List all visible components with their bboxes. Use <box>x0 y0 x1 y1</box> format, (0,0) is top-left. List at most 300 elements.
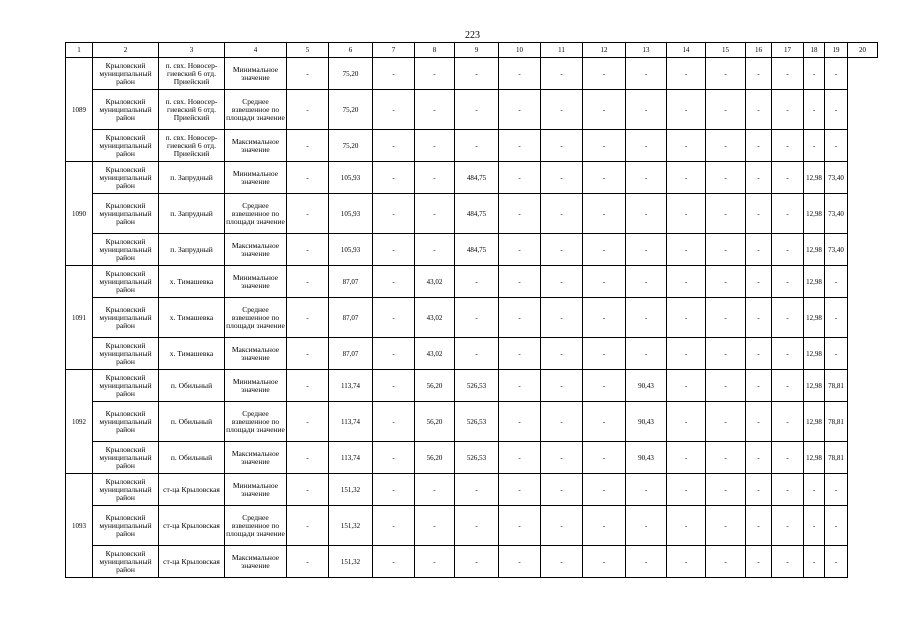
value-cell: - <box>541 402 583 442</box>
value-cell: - <box>626 58 667 90</box>
column-header: 13 <box>626 43 667 58</box>
value-cell: - <box>667 370 706 402</box>
value-cell: - <box>706 474 746 506</box>
district-cell: Крыловский муниципальный район <box>93 474 159 506</box>
district-cell: Крыловский муниципальный район <box>93 234 159 266</box>
value-cell: - <box>772 194 804 234</box>
value-cell: - <box>626 474 667 506</box>
value-cell: - <box>825 474 848 506</box>
value-cell: - <box>706 194 746 234</box>
value-cell: - <box>287 234 329 266</box>
value-type-cell: Среднее взвешенное по площади значение <box>225 402 287 442</box>
value-cell: - <box>626 234 667 266</box>
table-row <box>66 266 878 298</box>
value-cell: - <box>746 474 772 506</box>
column-header: 16 <box>746 43 772 58</box>
value-cell: - <box>706 370 746 402</box>
value-cell: - <box>415 234 455 266</box>
settlement-cell: п. Запрудный <box>159 194 225 234</box>
value-cell: - <box>706 90 746 130</box>
value-cell: - <box>455 506 499 546</box>
district-cell: Крыловский муниципальный район <box>93 194 159 234</box>
settlement-cell: ст-ца Крыловская <box>159 474 225 506</box>
table-row <box>66 298 878 338</box>
value-cell: - <box>541 130 583 162</box>
value-cell: - <box>626 162 667 194</box>
value-cell: - <box>626 506 667 546</box>
column-header: 2 <box>93 43 159 58</box>
value-cell: - <box>667 506 706 546</box>
value-cell: - <box>287 130 329 162</box>
column-header: 20 <box>848 43 878 58</box>
value-cell: 151,32 <box>329 506 373 546</box>
value-cell: - <box>499 130 541 162</box>
value-cell: 75,20 <box>329 58 373 90</box>
value-cell: - <box>746 234 772 266</box>
value-cell: 12,98 <box>804 442 825 474</box>
value-cell: - <box>706 546 746 578</box>
value-cell: - <box>541 546 583 578</box>
table-row <box>66 506 878 546</box>
district-cell: Крыловский муниципальный район <box>93 338 159 370</box>
value-cell: - <box>626 266 667 298</box>
value-cell: - <box>499 90 541 130</box>
value-cell: - <box>772 162 804 194</box>
table-row <box>66 162 878 194</box>
settlement-cell: х. Тимашевка <box>159 338 225 370</box>
value-cell: - <box>541 194 583 234</box>
value-cell: - <box>667 298 706 338</box>
value-cell: 526,53 <box>455 402 499 442</box>
value-cell: - <box>373 58 415 90</box>
value-cell: - <box>626 298 667 338</box>
value-cell: - <box>287 338 329 370</box>
value-cell: 113,74 <box>329 442 373 474</box>
page-number: 223 <box>465 30 480 41</box>
table-row <box>66 370 878 402</box>
value-cell: 56,20 <box>415 370 455 402</box>
value-cell: - <box>667 338 706 370</box>
district-cell: Крыловский муниципальный район <box>93 298 159 338</box>
row-number: 1092 <box>66 370 93 474</box>
value-cell: 113,74 <box>329 402 373 442</box>
value-cell: - <box>825 130 848 162</box>
column-header: 17 <box>772 43 804 58</box>
column-header: 1 <box>66 43 93 58</box>
value-cell: - <box>583 234 626 266</box>
table-row <box>66 546 878 578</box>
table-row <box>66 58 878 90</box>
value-cell: - <box>499 506 541 546</box>
value-cell: - <box>706 234 746 266</box>
value-cell: 12,98 <box>804 338 825 370</box>
value-cell: - <box>373 298 415 338</box>
value-cell: - <box>541 266 583 298</box>
value-cell: 75,20 <box>329 90 373 130</box>
value-cell: 105,93 <box>329 162 373 194</box>
value-cell: - <box>583 402 626 442</box>
value-cell: - <box>825 90 848 130</box>
value-cell: - <box>746 546 772 578</box>
value-type-cell: Максимальное значение <box>225 442 287 474</box>
value-cell: - <box>373 442 415 474</box>
value-cell: - <box>373 402 415 442</box>
value-cell: - <box>804 130 825 162</box>
value-cell: - <box>626 194 667 234</box>
value-cell: - <box>373 338 415 370</box>
settlement-cell: ст-ца Крыловская <box>159 506 225 546</box>
row-number: 1090 <box>66 162 93 266</box>
value-cell: - <box>373 234 415 266</box>
value-cell: - <box>499 266 541 298</box>
settlement-cell: ст-ца Крыловская <box>159 546 225 578</box>
value-type-cell: Максимальное значение <box>225 338 287 370</box>
value-cell: - <box>287 546 329 578</box>
value-cell: 12,98 <box>804 266 825 298</box>
value-cell: 73,40 <box>825 162 848 194</box>
value-cell: - <box>541 370 583 402</box>
value-cell: - <box>772 546 804 578</box>
settlement-cell: п. Запрудный <box>159 234 225 266</box>
value-cell: - <box>287 442 329 474</box>
value-cell: - <box>772 338 804 370</box>
value-cell: - <box>804 474 825 506</box>
row-number: 1093 <box>66 474 93 578</box>
value-cell: - <box>772 442 804 474</box>
value-cell: 73,40 <box>825 234 848 266</box>
value-cell: 87,07 <box>329 338 373 370</box>
value-cell: - <box>706 130 746 162</box>
table-row <box>66 402 878 442</box>
value-cell: - <box>373 266 415 298</box>
value-cell: - <box>455 266 499 298</box>
column-header: 6 <box>329 43 373 58</box>
value-cell: - <box>455 130 499 162</box>
value-cell: 56,20 <box>415 442 455 474</box>
value-cell: - <box>583 546 626 578</box>
value-cell: - <box>825 506 848 546</box>
value-cell: 12,98 <box>804 370 825 402</box>
value-cell: - <box>804 546 825 578</box>
value-cell: - <box>667 58 706 90</box>
value-cell: - <box>287 506 329 546</box>
value-cell: - <box>772 402 804 442</box>
value-cell: 526,53 <box>455 370 499 402</box>
value-cell: 151,32 <box>329 474 373 506</box>
value-cell: 12,98 <box>804 298 825 338</box>
value-cell: - <box>541 90 583 130</box>
value-cell: - <box>541 234 583 266</box>
settlement-cell: х. Тимашевка <box>159 298 225 338</box>
value-cell: 43,02 <box>415 338 455 370</box>
column-header: 19 <box>825 43 848 58</box>
settlement-cell: п. Обильный <box>159 442 225 474</box>
value-cell: - <box>455 474 499 506</box>
value-cell: - <box>541 506 583 546</box>
value-cell: 12,98 <box>804 162 825 194</box>
value-cell: - <box>706 298 746 338</box>
value-cell: 90,43 <box>626 402 667 442</box>
value-cell: - <box>772 234 804 266</box>
column-header: 10 <box>499 43 541 58</box>
value-cell: - <box>706 162 746 194</box>
value-cell: - <box>541 58 583 90</box>
value-cell: - <box>667 90 706 130</box>
value-cell: - <box>667 234 706 266</box>
value-cell: - <box>772 298 804 338</box>
value-cell: - <box>746 266 772 298</box>
value-cell: - <box>583 370 626 402</box>
value-type-cell: Минимальное значение <box>225 266 287 298</box>
district-cell: Крыловский муниципальный район <box>93 506 159 546</box>
district-cell: Крыловский муниципальный район <box>93 58 159 90</box>
value-cell: 484,75 <box>455 194 499 234</box>
value-cell: - <box>287 162 329 194</box>
value-cell: - <box>772 474 804 506</box>
value-cell: 12,98 <box>804 194 825 234</box>
value-cell: - <box>667 546 706 578</box>
column-header: 15 <box>706 43 746 58</box>
settlement-cell: п. свх. Новосер-гиевский 6 отд. Приейский <box>159 58 225 90</box>
value-type-cell: Среднее взвешенное по площади значение <box>225 506 287 546</box>
value-type-cell: Максимальное значение <box>225 234 287 266</box>
district-cell: Крыловский муниципальный район <box>93 266 159 298</box>
value-cell: - <box>415 546 455 578</box>
value-cell: 113,74 <box>329 370 373 402</box>
value-cell: - <box>499 162 541 194</box>
value-cell: - <box>287 298 329 338</box>
settlement-cell: п. Запрудный <box>159 162 225 194</box>
table-row <box>66 442 878 474</box>
value-cell: - <box>583 90 626 130</box>
value-cell: - <box>583 266 626 298</box>
value-cell: 12,98 <box>804 402 825 442</box>
value-cell: - <box>415 130 455 162</box>
value-cell: 78,81 <box>825 402 848 442</box>
value-cell: - <box>455 58 499 90</box>
value-cell: - <box>772 58 804 90</box>
value-cell: - <box>667 130 706 162</box>
column-header: 5 <box>287 43 329 58</box>
value-type-cell: Среднее взвешенное по площади значение <box>225 90 287 130</box>
column-header: 18 <box>804 43 825 58</box>
value-cell: - <box>626 130 667 162</box>
value-cell: - <box>541 474 583 506</box>
value-cell: - <box>583 442 626 474</box>
value-cell: - <box>772 130 804 162</box>
value-cell: - <box>499 442 541 474</box>
district-cell: Крыловский муниципальный район <box>93 90 159 130</box>
header-row <box>66 43 878 58</box>
value-cell: 78,81 <box>825 442 848 474</box>
value-cell: - <box>583 130 626 162</box>
column-header: 3 <box>159 43 225 58</box>
value-cell: - <box>373 194 415 234</box>
district-cell: Крыловский муниципальный район <box>93 402 159 442</box>
value-cell: - <box>746 298 772 338</box>
value-cell: - <box>667 442 706 474</box>
value-cell: - <box>499 194 541 234</box>
value-cell: - <box>667 162 706 194</box>
value-cell: - <box>706 402 746 442</box>
value-cell: - <box>667 194 706 234</box>
value-cell: 105,93 <box>329 194 373 234</box>
column-header: 8 <box>415 43 455 58</box>
value-cell: - <box>706 58 746 90</box>
table-row <box>66 338 878 370</box>
district-cell: Крыловский муниципальный район <box>93 546 159 578</box>
value-cell: 78,81 <box>825 370 848 402</box>
value-cell: 56,20 <box>415 402 455 442</box>
value-cell: 90,43 <box>626 370 667 402</box>
column-header: 11 <box>541 43 583 58</box>
value-cell: - <box>746 58 772 90</box>
district-cell: Крыловский муниципальный район <box>93 130 159 162</box>
value-cell: 484,75 <box>455 234 499 266</box>
value-cell: - <box>825 58 848 90</box>
value-cell: - <box>499 338 541 370</box>
value-cell: - <box>287 194 329 234</box>
table-row <box>66 130 878 162</box>
value-cell: - <box>415 90 455 130</box>
value-cell: - <box>373 130 415 162</box>
value-type-cell: Максимальное значение <box>225 546 287 578</box>
value-cell: 484,75 <box>455 162 499 194</box>
value-cell: 151,32 <box>329 546 373 578</box>
value-cell: - <box>415 162 455 194</box>
value-cell: - <box>287 90 329 130</box>
data-table <box>65 42 878 578</box>
value-cell: - <box>772 266 804 298</box>
settlement-cell: п. Обильный <box>159 402 225 442</box>
value-cell: - <box>373 474 415 506</box>
value-cell: 75,20 <box>329 130 373 162</box>
value-cell: - <box>706 506 746 546</box>
column-header: 12 <box>583 43 626 58</box>
value-cell: 12,98 <box>804 234 825 266</box>
value-cell: - <box>583 474 626 506</box>
value-cell: - <box>287 58 329 90</box>
settlement-cell: п. свх. Новосер-гиевский 6 отд. Приейский <box>159 90 225 130</box>
value-cell: - <box>287 370 329 402</box>
value-cell: - <box>825 338 848 370</box>
value-cell: 87,07 <box>329 298 373 338</box>
value-cell: - <box>287 402 329 442</box>
table-row <box>66 474 878 506</box>
value-cell: - <box>499 58 541 90</box>
value-cell: - <box>541 162 583 194</box>
value-cell: - <box>415 58 455 90</box>
value-type-cell: Максимальное значение <box>225 130 287 162</box>
value-cell: - <box>825 266 848 298</box>
settlement-cell: х. Тимашевка <box>159 266 225 298</box>
value-cell: - <box>583 506 626 546</box>
value-cell: - <box>373 90 415 130</box>
value-cell: - <box>804 58 825 90</box>
value-cell: - <box>667 266 706 298</box>
value-cell: - <box>455 90 499 130</box>
value-cell: - <box>746 130 772 162</box>
value-cell: 73,40 <box>825 194 848 234</box>
district-cell: Крыловский муниципальный район <box>93 442 159 474</box>
value-cell: - <box>746 194 772 234</box>
value-cell: - <box>499 298 541 338</box>
value-cell: 526,53 <box>455 442 499 474</box>
value-cell: 105,93 <box>329 234 373 266</box>
value-cell: - <box>415 194 455 234</box>
district-cell: Крыловский муниципальный район <box>93 370 159 402</box>
value-cell: - <box>499 402 541 442</box>
value-cell: - <box>583 162 626 194</box>
value-cell: - <box>455 298 499 338</box>
value-type-cell: Минимальное значение <box>225 370 287 402</box>
value-cell: - <box>373 506 415 546</box>
value-cell: - <box>825 298 848 338</box>
value-cell: - <box>667 474 706 506</box>
value-cell: - <box>583 338 626 370</box>
value-cell: - <box>455 546 499 578</box>
settlement-cell: п. свх. Новосер-гиевский 6 отд. Приейский <box>159 130 225 162</box>
value-cell: 90,43 <box>626 442 667 474</box>
row-number: 1091 <box>66 266 93 370</box>
table-row <box>66 194 878 234</box>
value-type-cell: Минимальное значение <box>225 474 287 506</box>
value-cell: - <box>373 162 415 194</box>
column-header: 7 <box>373 43 415 58</box>
value-cell: - <box>746 442 772 474</box>
value-cell: 43,02 <box>415 298 455 338</box>
value-cell: 43,02 <box>415 266 455 298</box>
value-cell: - <box>706 442 746 474</box>
value-cell: - <box>583 298 626 338</box>
value-cell: - <box>415 506 455 546</box>
value-cell: - <box>706 266 746 298</box>
value-cell: - <box>667 402 706 442</box>
value-cell: - <box>626 546 667 578</box>
value-cell: - <box>746 338 772 370</box>
value-cell: - <box>626 90 667 130</box>
value-cell: - <box>455 338 499 370</box>
value-cell: - <box>287 474 329 506</box>
value-cell: - <box>772 370 804 402</box>
value-cell: - <box>287 266 329 298</box>
value-type-cell: Минимальное значение <box>225 162 287 194</box>
table-row <box>66 90 878 130</box>
table-row <box>66 234 878 266</box>
column-header: 4 <box>225 43 287 58</box>
value-cell: - <box>583 58 626 90</box>
value-cell: - <box>746 506 772 546</box>
column-header: 14 <box>667 43 706 58</box>
value-cell: - <box>626 338 667 370</box>
column-header: 9 <box>455 43 499 58</box>
value-cell: - <box>499 546 541 578</box>
value-cell: - <box>499 234 541 266</box>
value-cell: - <box>804 506 825 546</box>
value-cell: - <box>415 474 455 506</box>
settlement-cell: п. Обильный <box>159 370 225 402</box>
value-cell: - <box>746 162 772 194</box>
value-cell: - <box>541 338 583 370</box>
value-type-cell: Среднее взвешенное по площади значение <box>225 194 287 234</box>
district-cell: Крыловский муниципальный район <box>93 162 159 194</box>
value-cell: - <box>746 370 772 402</box>
value-type-cell: Минимальное значение <box>225 58 287 90</box>
row-number: 1089 <box>66 58 93 162</box>
value-cell: - <box>541 298 583 338</box>
value-type-cell: Среднее взвешенное по площади значение <box>225 298 287 338</box>
value-cell: - <box>746 90 772 130</box>
